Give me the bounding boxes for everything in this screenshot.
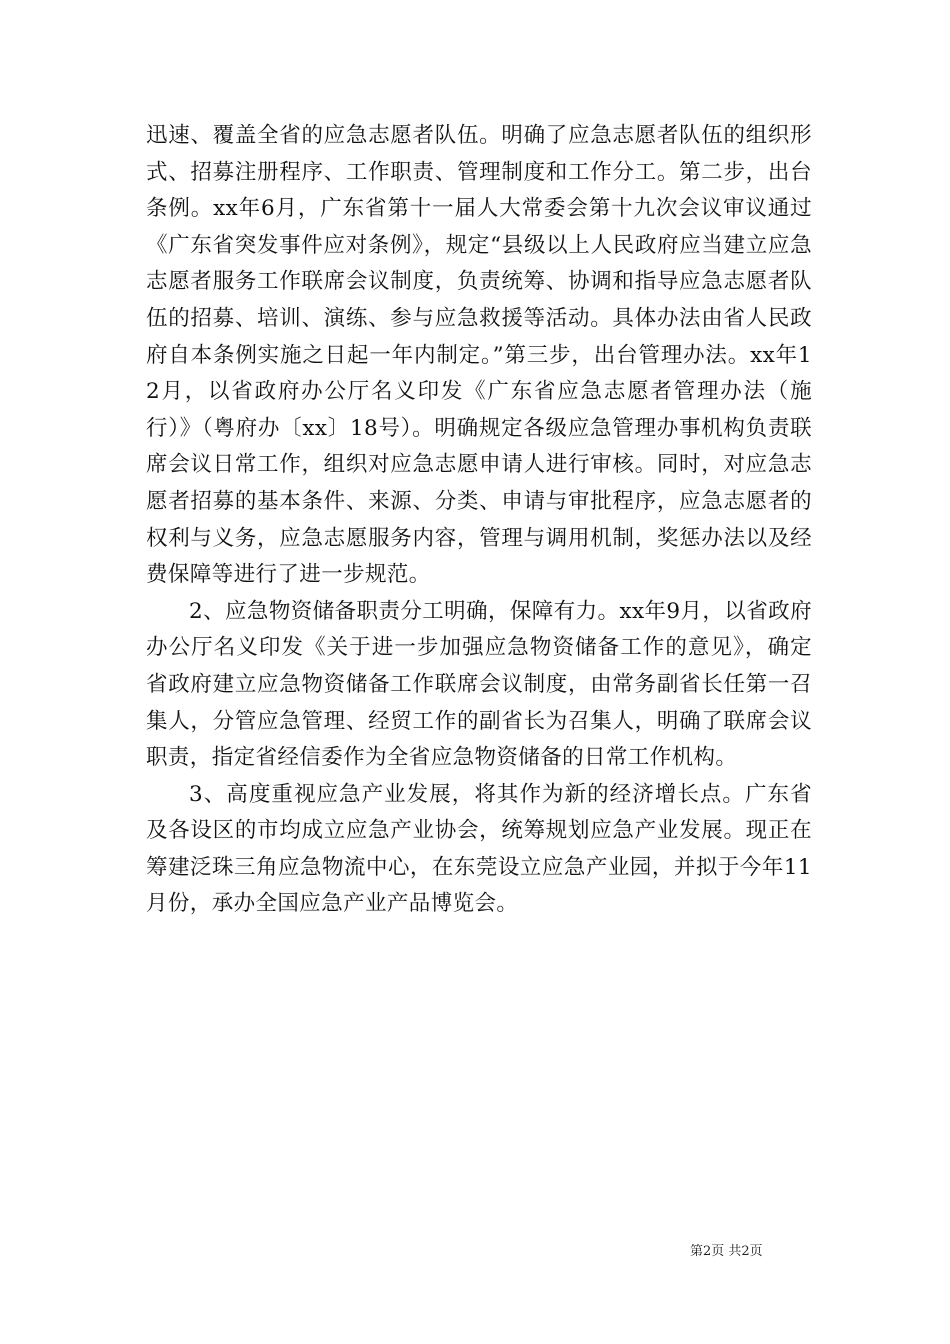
paragraph-volunteer-team: 迅速、覆盖全省的应急志愿者队伍。明确了应急志愿者队伍的组织形式、招募注册程序、工作职责、管理制度和工作分工。第二步，出台条例。xx年6月，广东省第十一届人大常委会第十九次会议审议通过《广东省突发事件应对条例》，规定“县级以上人民政府应当建立应急志愿者服务工作联席会议制度，负责统筹、协调和指导应急志愿者队伍的招募、培训、演练、参与应急救援等活动。具体办法由省人民政府自本条例实施之日起一年内制定。”第三步，出台管理办法。xx年12月，以省政府办公厅名义印发《广东省应急志愿者管理办法（施行）》（粤府办〔xx〕18号）。明确规定各级应急管理办事机构负责联席会议日常工作，组织对应急志愿申请人进行审核。同时，对应急志愿者招募的基本条件、来源、分类、申请与审批程序，应急志愿者的权利与义务，应急志愿服务内容，管理与调用机制，奖惩办法以及经费保障等进行了进一步规范。 [146,123,812,588]
paragraph-material-reserve: 2、应急物资储备职责分工明确，保障有力。xx年9月，以省政府办公厅名义印发《关于进一步加强应急物资储备工作的意见》，确定省政府建立应急物资储备工作联席会议制度，由常务副省长任第一召集人，分管应急管理、经贸工作的副省长为召集人，明确了联席会议职责，指定省经信委作为全省应急物资储备的日常工作机构。 [146,598,812,771]
page-number-footer: 第2页 共2页 [690,1244,763,1259]
document-page [146,118,812,923]
paragraph-emergency-industry: 3、高度重视应急产业发展，将其作为新的经济增长点。广东省及各设区的市均成立应急产业协会，统筹规划应急产业发展。现正在筹建泛珠三角应急物流中心，在东莞设立应急产业园，并拟于今年11月份，承办全国应急产业产品博览会。 [146,781,812,917]
